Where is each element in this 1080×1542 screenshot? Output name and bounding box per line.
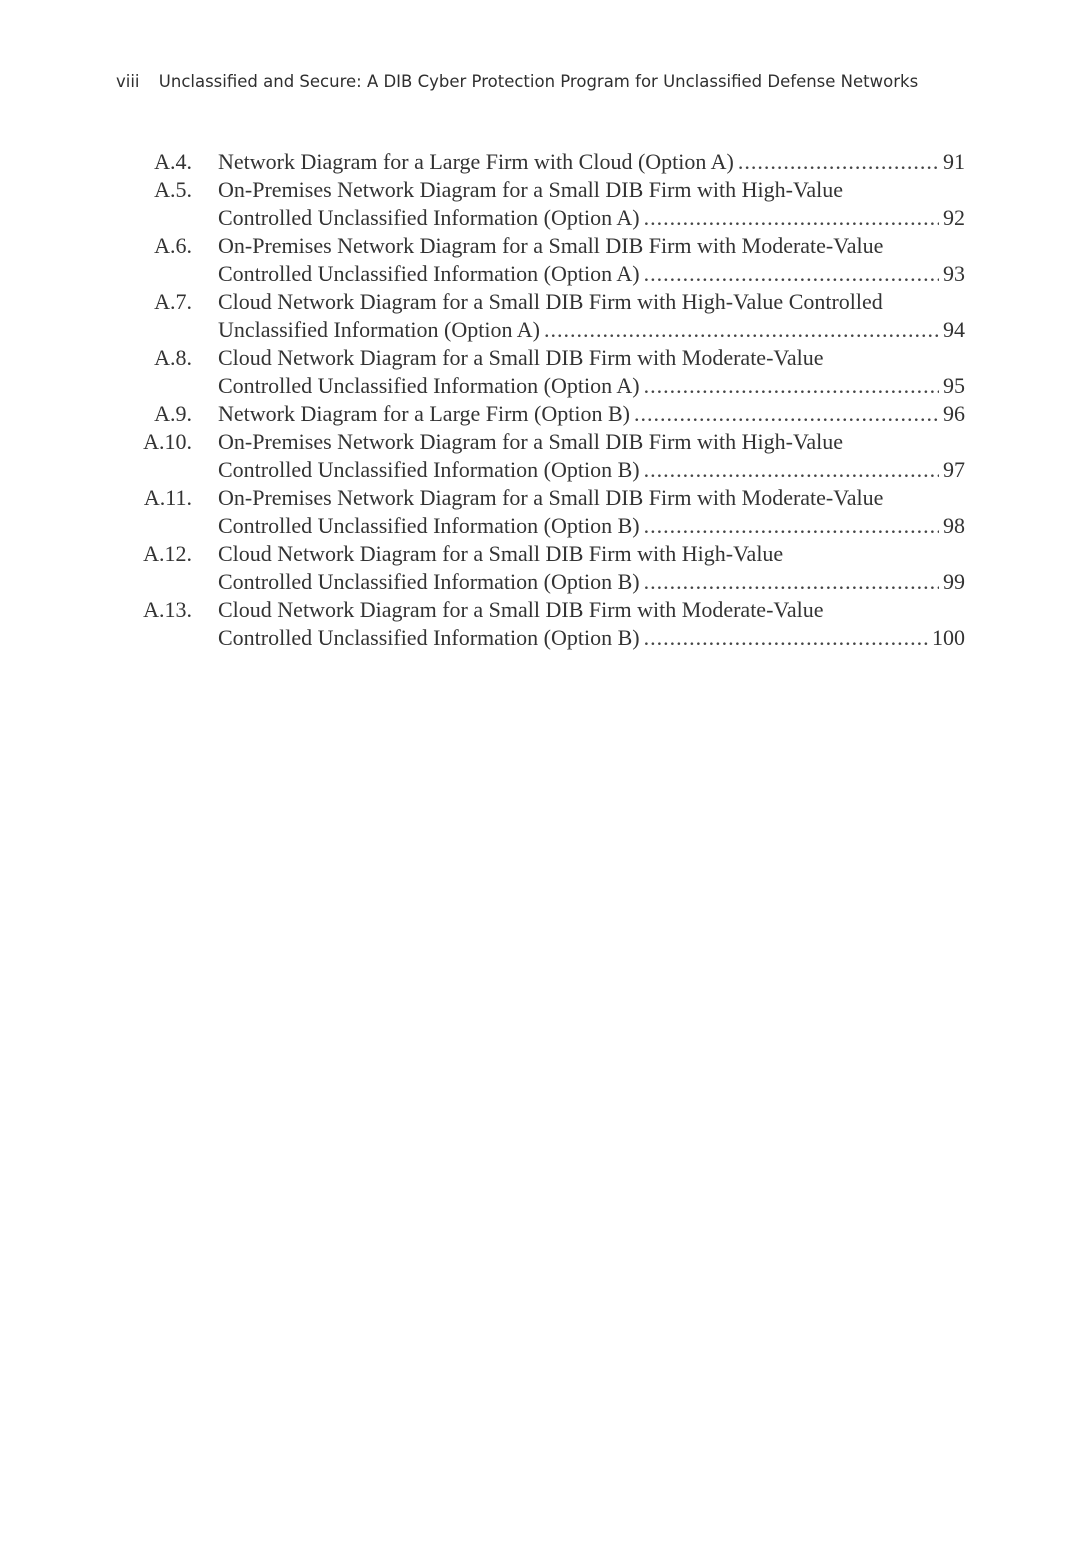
entry-last-line [218,568,965,596]
figure-title-line-1: On-Premises Network Diagram for a Small DIB Firm with High-Value [218,429,844,454]
figure-number: A.10. [143,429,192,454]
dot-leader [640,624,928,652]
entry-body [218,540,965,596]
figure-title-line-2: Controlled Unclassified Information (Option A) [218,205,640,230]
figure-title: Network Diagram for a Large Firm (Option B) [218,401,630,426]
dot-leader [640,512,939,540]
toc-entry[interactable] [130,400,965,428]
page-number: 100 [932,625,965,650]
figure-title-line-1: Cloud Network Diagram for a Small DIB Firm with High-Value Controlled [218,289,883,314]
entry-body [218,484,965,540]
entry-last-line [218,204,965,232]
figure-title-line-2: Controlled Unclassified Information (Option A) [218,373,640,398]
page-number: 94 [943,317,965,342]
dot-leader [734,148,939,176]
entry-last-line [218,512,965,540]
entry-last-line [218,260,965,288]
toc-entry[interactable] [130,484,965,540]
figure-number: A.9. [154,401,192,426]
dot-leader [640,568,939,596]
figure-number: A.4. [154,149,192,174]
dot-leader [630,400,939,428]
figure-title: Network Diagram for a Large Firm with Cloud (Option A) [218,149,734,174]
figure-number: A.7. [154,289,192,314]
toc-entry[interactable] [130,288,965,344]
toc-entry[interactable] [130,344,965,400]
entry-last-line [218,624,965,652]
figure-title-line-1: Cloud Network Diagram for a Small DIB Firm with High-Value [218,541,784,566]
entry-body [218,400,965,428]
toc-entry[interactable] [130,148,965,176]
list-of-figures [130,148,965,652]
figure-number: A.8. [154,345,192,370]
figure-title-line-2: Controlled Unclassified Information (Option B) [218,569,640,594]
entry-last-line [218,316,965,344]
figure-title-line-1: On-Premises Network Diagram for a Small DIB Firm with High-Value [218,177,844,202]
entry-body [218,148,965,176]
toc-entry[interactable] [130,232,965,288]
entry-body [218,288,965,344]
page-number: 93 [943,261,965,286]
figure-title-line-2: Controlled Unclassified Information (Option A) [218,261,640,286]
toc-entry[interactable] [130,176,965,232]
figure-title-line-1: On-Premises Network Diagram for a Small DIB Firm with Moderate-Value [218,233,884,258]
entry-last-line [218,148,965,176]
figure-number: A.11. [143,485,192,510]
dot-leader [640,260,939,288]
figure-title-line-2: Controlled Unclassified Information (Option B) [218,457,640,482]
page-number: 98 [943,513,965,538]
figure-title-line-2: Unclassified Information (Option A) [218,317,540,342]
toc-entry[interactable] [130,596,965,652]
entry-body [218,428,965,484]
page-number: 96 [943,401,965,426]
page-folio: viii [116,72,140,91]
entry-last-line [218,456,965,484]
page-number: 95 [943,373,965,398]
entry-body [218,596,965,652]
running-head-title: Unclassified and Secure: A DIB Cyber Protection Program for Unclassified Defense Networks [158,72,919,91]
figure-title-line-2: Controlled Unclassified Information (Option B) [218,513,640,538]
dot-leader [640,204,939,232]
figure-number: A.6. [154,233,192,258]
figure-title-line-1: On-Premises Network Diagram for a Small DIB Firm with Moderate-Value [218,485,884,510]
page-number: 91 [943,149,965,174]
figure-number: A.13. [143,597,192,622]
figure-title-line-2: Controlled Unclassified Information (Option B) [218,625,640,650]
page-number: 99 [943,569,965,594]
entry-body [218,344,965,400]
entry-last-line [218,400,965,428]
dot-leader [640,372,939,400]
entry-last-line [218,372,965,400]
dot-leader [540,316,939,344]
toc-entry[interactable] [130,540,965,596]
entry-body [218,232,965,288]
figure-title-line-1: Cloud Network Diagram for a Small DIB Firm with Moderate-Value [218,345,824,370]
entry-body [218,176,965,232]
page-number: 97 [943,457,965,482]
figure-number: A.12. [143,541,192,566]
page-number: 92 [943,205,965,230]
toc-entry[interactable] [130,428,965,484]
running-head [116,72,918,91]
figure-title-line-1: Cloud Network Diagram for a Small DIB Firm with Moderate-Value [218,597,824,622]
dot-leader [640,456,939,484]
figure-number: A.5. [154,177,192,202]
